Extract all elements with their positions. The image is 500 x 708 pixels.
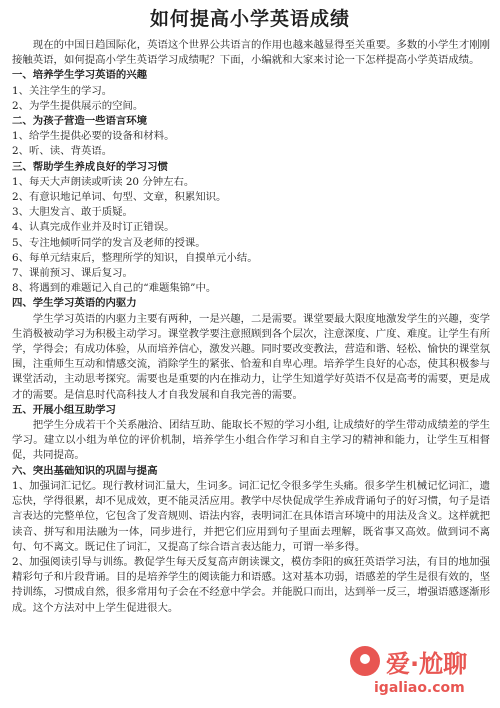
- watermark-logo-icon: [350, 646, 380, 676]
- section-3-item: 4、认真完成作业并及时订正错误。: [12, 221, 175, 234]
- section-5-paragraph: 把学生分成若干个关系融洽、团结互助、能取长不短的学习小组, 让成绩好的学生带动成绩差的学生学习。建立以小组为单位的评价机制，培养学生小组合作学习和自主学习的精神和能力，让学生互相督促，共同提高。: [12, 419, 490, 462]
- watermark-brand: 爱·尬聊: [386, 650, 468, 678]
- document-title: 如何提高小学英语成绩: [149, 8, 350, 30]
- section-3-item: 8、将遇到的难题记入自己的“难题集锦”中。: [12, 282, 217, 295]
- section-3-item: 1、每天大声朗读或听读 20 分钟左右。: [12, 175, 195, 188]
- section-3-heading: 三、帮助学生养成良好的学习习惯: [12, 160, 168, 173]
- site-watermark: [350, 644, 490, 702]
- section-1-item: 1、关注学生的学习。: [12, 84, 113, 97]
- section-3-item: 6、每单元结束后，整理所学的知识，自摸单元小结。: [12, 251, 258, 264]
- section-1-item: 2、为学生提供展示的空间。: [12, 99, 144, 112]
- section-2-item: 1、给学生提供必要的设备和材料。: [12, 130, 175, 143]
- section-3-item: 3、大胆发言、敢于质疑。: [12, 206, 133, 219]
- section-3-item: 7、课前预习、课后复习。: [12, 267, 133, 280]
- section-6-heading: 六、突出基础知识的巩固与提高: [12, 464, 158, 477]
- section-3-item: 2、有意识地记单词、句型、文章，积累知识。: [12, 191, 227, 204]
- section-1-heading: 一、培养学生学习英语的兴趣: [12, 69, 148, 82]
- section-4-heading: 四、学生学习英语的内驱力: [12, 297, 137, 310]
- watermark-url: igaliao.com: [374, 680, 465, 696]
- section-6-item: 1、加强词汇记忆。现行教材词汇量大，生词多。词汇记忆令很多学生头痛。很多学生机械记忆词汇，遗忘快，学得很累，却不见成效，更不能灵活应用。教学中尽快促成学生养成背诵句子的好习惯，句子是语言表达的完整单位，它包含了发音规则、语法内容，表明词汇在具体语言环境中的用法及含义。这样就把读音、拼写和用法融为一体，同步进行，并把它们应用到句子里面去理解，既省事又高效。做到词不离句、句不离文。既记住了词汇，又提高了综合语言表达能力，可谓一举多得。: [12, 479, 490, 553]
- section-4-paragraph: 学生学习英语的内驱力主要有两种，一是兴趣，二是需要。课堂要最大限度地激发学生的兴趣，变学生消极被动学习为积极主动学习。课堂教学要注意照顾到各个层次，注意深度、广度、难度。让学生有所学，学得会；有成功体验，从而培养信心，激发兴趣。同时要改变教法，营造和谐、轻松、愉快的课堂氛围，注重师生互动和情感交流，消除学生的紧张、恰羞和自卑心理。培养学生良好的心态，使其积极参与课堂活动，主动思考探究。需要也是重要的内在推动力，让学生知道学好英语不仅是高考的需要，更是成才的需要。是信息时代高科技人才自我发展和自我完善的需要。: [12, 312, 490, 401]
- section-2-heading: 二、为孩子营造一些语言环境: [12, 115, 148, 128]
- section-6-item: 2、加强阅读引导与训练。教促学生每天反复高声朗读课文，模仿李阳的疯狂英语学习法，有目的地加强精彩句子和片段背诵。目的是培养学生的阅读能力和语感。这对基本功弱，语感差的学生是很有效的，坚持训练，习惯成自然，很多常用句子会在不经意中学会。并能脱口而出，达到举一反三，增强语感逐渐形成。这个方法对中上学生促进很大。: [12, 555, 490, 614]
- document-body: [12, 38, 490, 616]
- intro-paragraph: 现在的中国日趋国际化，英语这个世界公共语言的作用也越来越显得至关重要。多数的小学生才刚刚接触英语，如何提高小学生英语学习成绩呢？下面，小编就和大家来讨论一下怎样提高小学英语成绩。: [12, 39, 490, 67]
- section-3-item: 5、专注地倾听同学的发言及老师的授课。: [12, 236, 206, 249]
- section-2-item: 2、听、读、背英语。: [12, 145, 113, 158]
- section-5-heading: 五、开展小组互助学习: [12, 403, 116, 416]
